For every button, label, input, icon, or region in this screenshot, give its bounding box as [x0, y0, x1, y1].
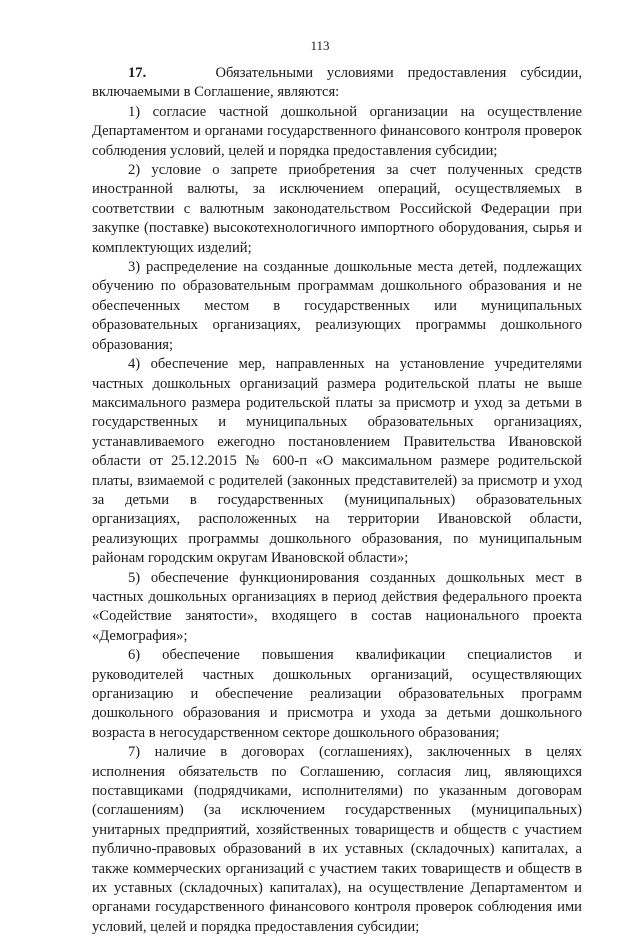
page-number: 113	[310, 38, 330, 53]
list-item: 6) обеспечение повышения квалификации специалистов и руководителей частных дошкольных организаций, осуществляющих организацию и обеспечение реализации образовательных программ дошкольного образования и присмотра и ухода за детьми дошкольного возраста в негосударственном секторе дошкольного образования;	[92, 647, 582, 741]
list-item: 3) распределение на созданные дошкольные места детей, подлежащих обучению по образовательным программам дошкольного образования и не обеспеченных местом в государственных или муниципальных образовательных организациях, реализующих программы дошкольного образования;	[92, 259, 582, 353]
clause-number: 17.	[128, 65, 147, 81]
list-item: 1) согласие частной дошкольной организации на осуществление Департаментом и органами государственного финансового контроля проверок соблюдения условий, целей и порядка предоставления субсидии;	[92, 103, 582, 159]
clause-intro-paragraph	[92, 64, 582, 103]
list-item: 2) условие о запрете приобретения за счет полученных средств иностранной валюты, за исключением операций, осуществляемых в соответствии с валютным законодательством Российской Федерации при закупке (поставке) высокотехнологичного импортного оборудования, сырья и комплектующих изделий;	[92, 162, 582, 256]
list-item: 7) наличие в договорах (соглашениях), заключенных в целях исполнения обязательств по Соглашению, согласия лиц, являющихся поставщиками (подрядчиками, исполнителями) по указанным договорам (соглашениям) (за исключением государственных (муниципальных) унитарных предприятий, хозяйственных товариществ и обществ с участием публично-правовых образований в их уставных (складочных) капиталах, а также коммерческих организаций с участием таких товариществ и обществ в их уставных (складочных) капиталах), на осуществление Департаментом и органами государственного финансового контроля проверок соблюдения ими условий, целей и порядка предоставления субсидии;	[92, 744, 582, 935]
list-item: 5) обеспечение функционирования созданных дошкольных мест в частных дошкольных организациях в период действия федерального проекта «Содействие занятости», входящего в состав национального проекта «Демография»;	[92, 569, 582, 644]
document-body	[92, 64, 582, 937]
clause-intro: Обязательными условиями предоставления субсидии, включаемыми в Соглашение, являются:	[92, 65, 582, 101]
list-item: 4) обеспечение мер, направленных на установление учредителями частных дошкольных организаций размера родительской платы не выше максимального размера родительской платы за присмотр и уход за детьми в государственных и муниципальных образовательных организациях, устанавливаемого ежегодно постановлением Правительства Ивановской области от 25.12.2015 № 600-п «О максимальном размере родительской платы, взимаемой с родителей (законных представителей) за присмотр и уход за детьми в государственных (муниципальных) образовательных организациях, расположенных на территории Ивановской области, реализующих программы дошкольного образования, по муниципальным районам городским округам Ивановской области»;	[92, 356, 582, 567]
